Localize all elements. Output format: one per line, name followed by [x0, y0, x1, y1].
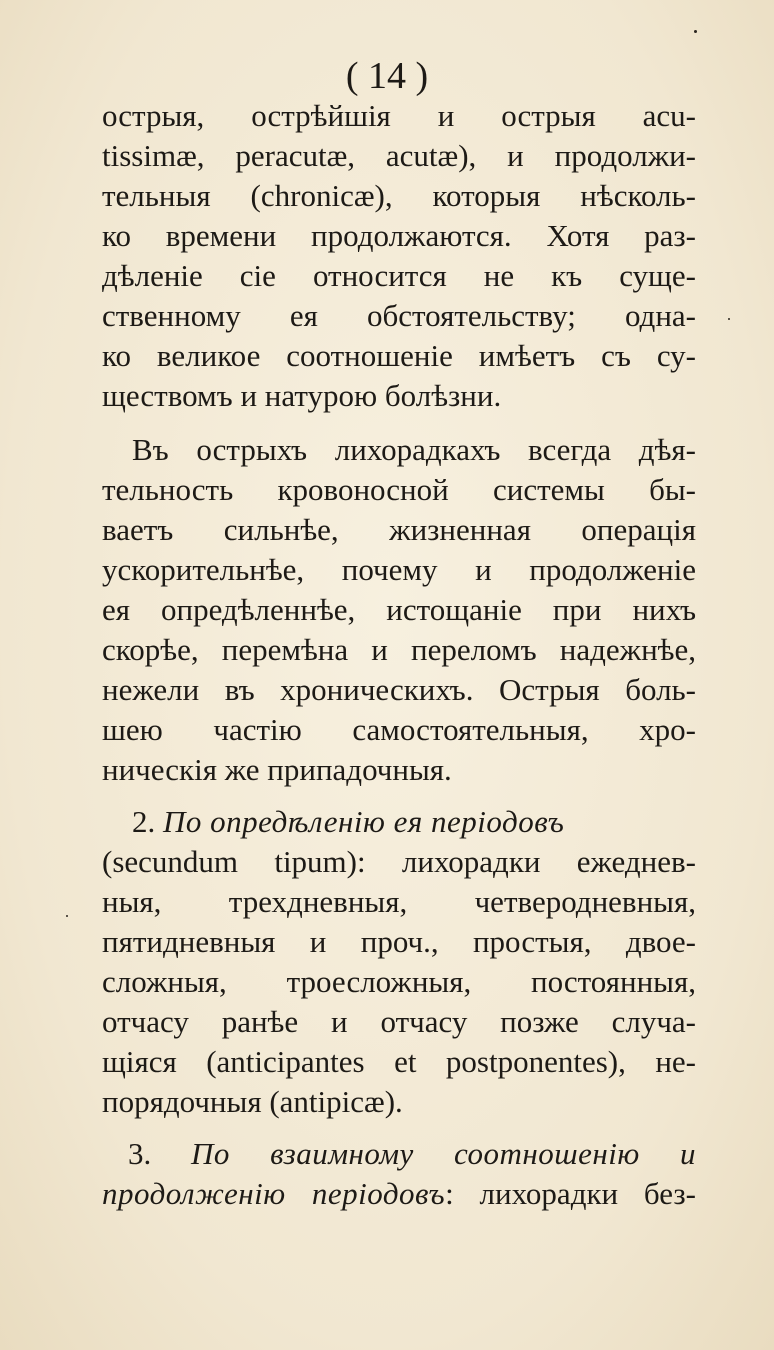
text-line: нежели въ хроническихъ. Острыя боль-: [102, 672, 696, 707]
text-line: острыя, острѣйшія и острыя acu-: [102, 98, 696, 133]
text-line: ко времени продолжаются. Хотя раз-: [102, 218, 696, 253]
item-heading: По опредѣленію ея періодовъ: [163, 804, 565, 839]
text-line: ныя, трехдневныя, четверодневныя,: [102, 884, 696, 919]
text-line: ваетъ сильнѣе, жизненная операція: [102, 512, 696, 547]
page-body: [102, 96, 696, 1214]
text-line: [102, 1174, 696, 1214]
text-line: тельность кровоносной системы бы-: [102, 472, 696, 507]
text-line: отчасу ранѣе и отчасу позже случа-: [102, 1004, 696, 1039]
item-heading: По взаимному соотношенію и: [190, 1136, 696, 1171]
text-line: сложныя, троесложныя, постоянныя,: [102, 964, 696, 999]
text-fragment: : лихорадки без-: [445, 1176, 696, 1211]
text-line: дѣленіе сіе относится не къ суще-: [102, 258, 696, 293]
text-line: ко великое соотношеніе имѣетъ съ су-: [102, 338, 696, 373]
text-line: щіяся (anticipantes et postponentes), не-: [102, 1044, 696, 1079]
text-line: ускорительнѣе, почему и продолженіе: [102, 552, 696, 587]
text-line: шею частію самостоятельныя, хро-: [102, 712, 696, 747]
item-3-heading: [102, 1134, 696, 1174]
text-line: (secundum tipum): лихорадки ежеднев-: [102, 844, 696, 879]
item-2-heading: [102, 802, 696, 842]
text-line: ея опредѣленнѣе, истощаніе при нихъ: [102, 592, 696, 627]
item-heading: продолженію періодовъ: [102, 1176, 446, 1211]
text-line: порядочныя (antipicæ).: [102, 1084, 403, 1119]
paragraph-first-line: Въ острыхъ лихорадкахъ всегда дѣя-: [132, 432, 696, 467]
text-line: пятидневныя и проч., простыя, двое-: [102, 924, 696, 959]
item-number: 2.: [132, 804, 156, 839]
item-number: 3.: [128, 1136, 152, 1171]
ink-speck: [66, 915, 68, 917]
page-number: ( 14 ): [345, 55, 429, 97]
text-line: ническія же припадочныя.: [102, 752, 452, 787]
text-line: тельныя (chronicæ), которыя нѣсколь-: [102, 178, 696, 213]
text-line: ществомъ и натурою болѣзни.: [102, 378, 502, 413]
ink-speck: [728, 318, 730, 320]
text-line: tissimæ, peracutæ, acutæ), и продолжи-: [102, 138, 696, 173]
ink-speck: [694, 30, 697, 33]
text-line: скорѣе, перемѣна и переломъ надежнѣе,: [102, 632, 696, 667]
text-line: ственному ея обстоятельству; одна-: [102, 298, 696, 333]
